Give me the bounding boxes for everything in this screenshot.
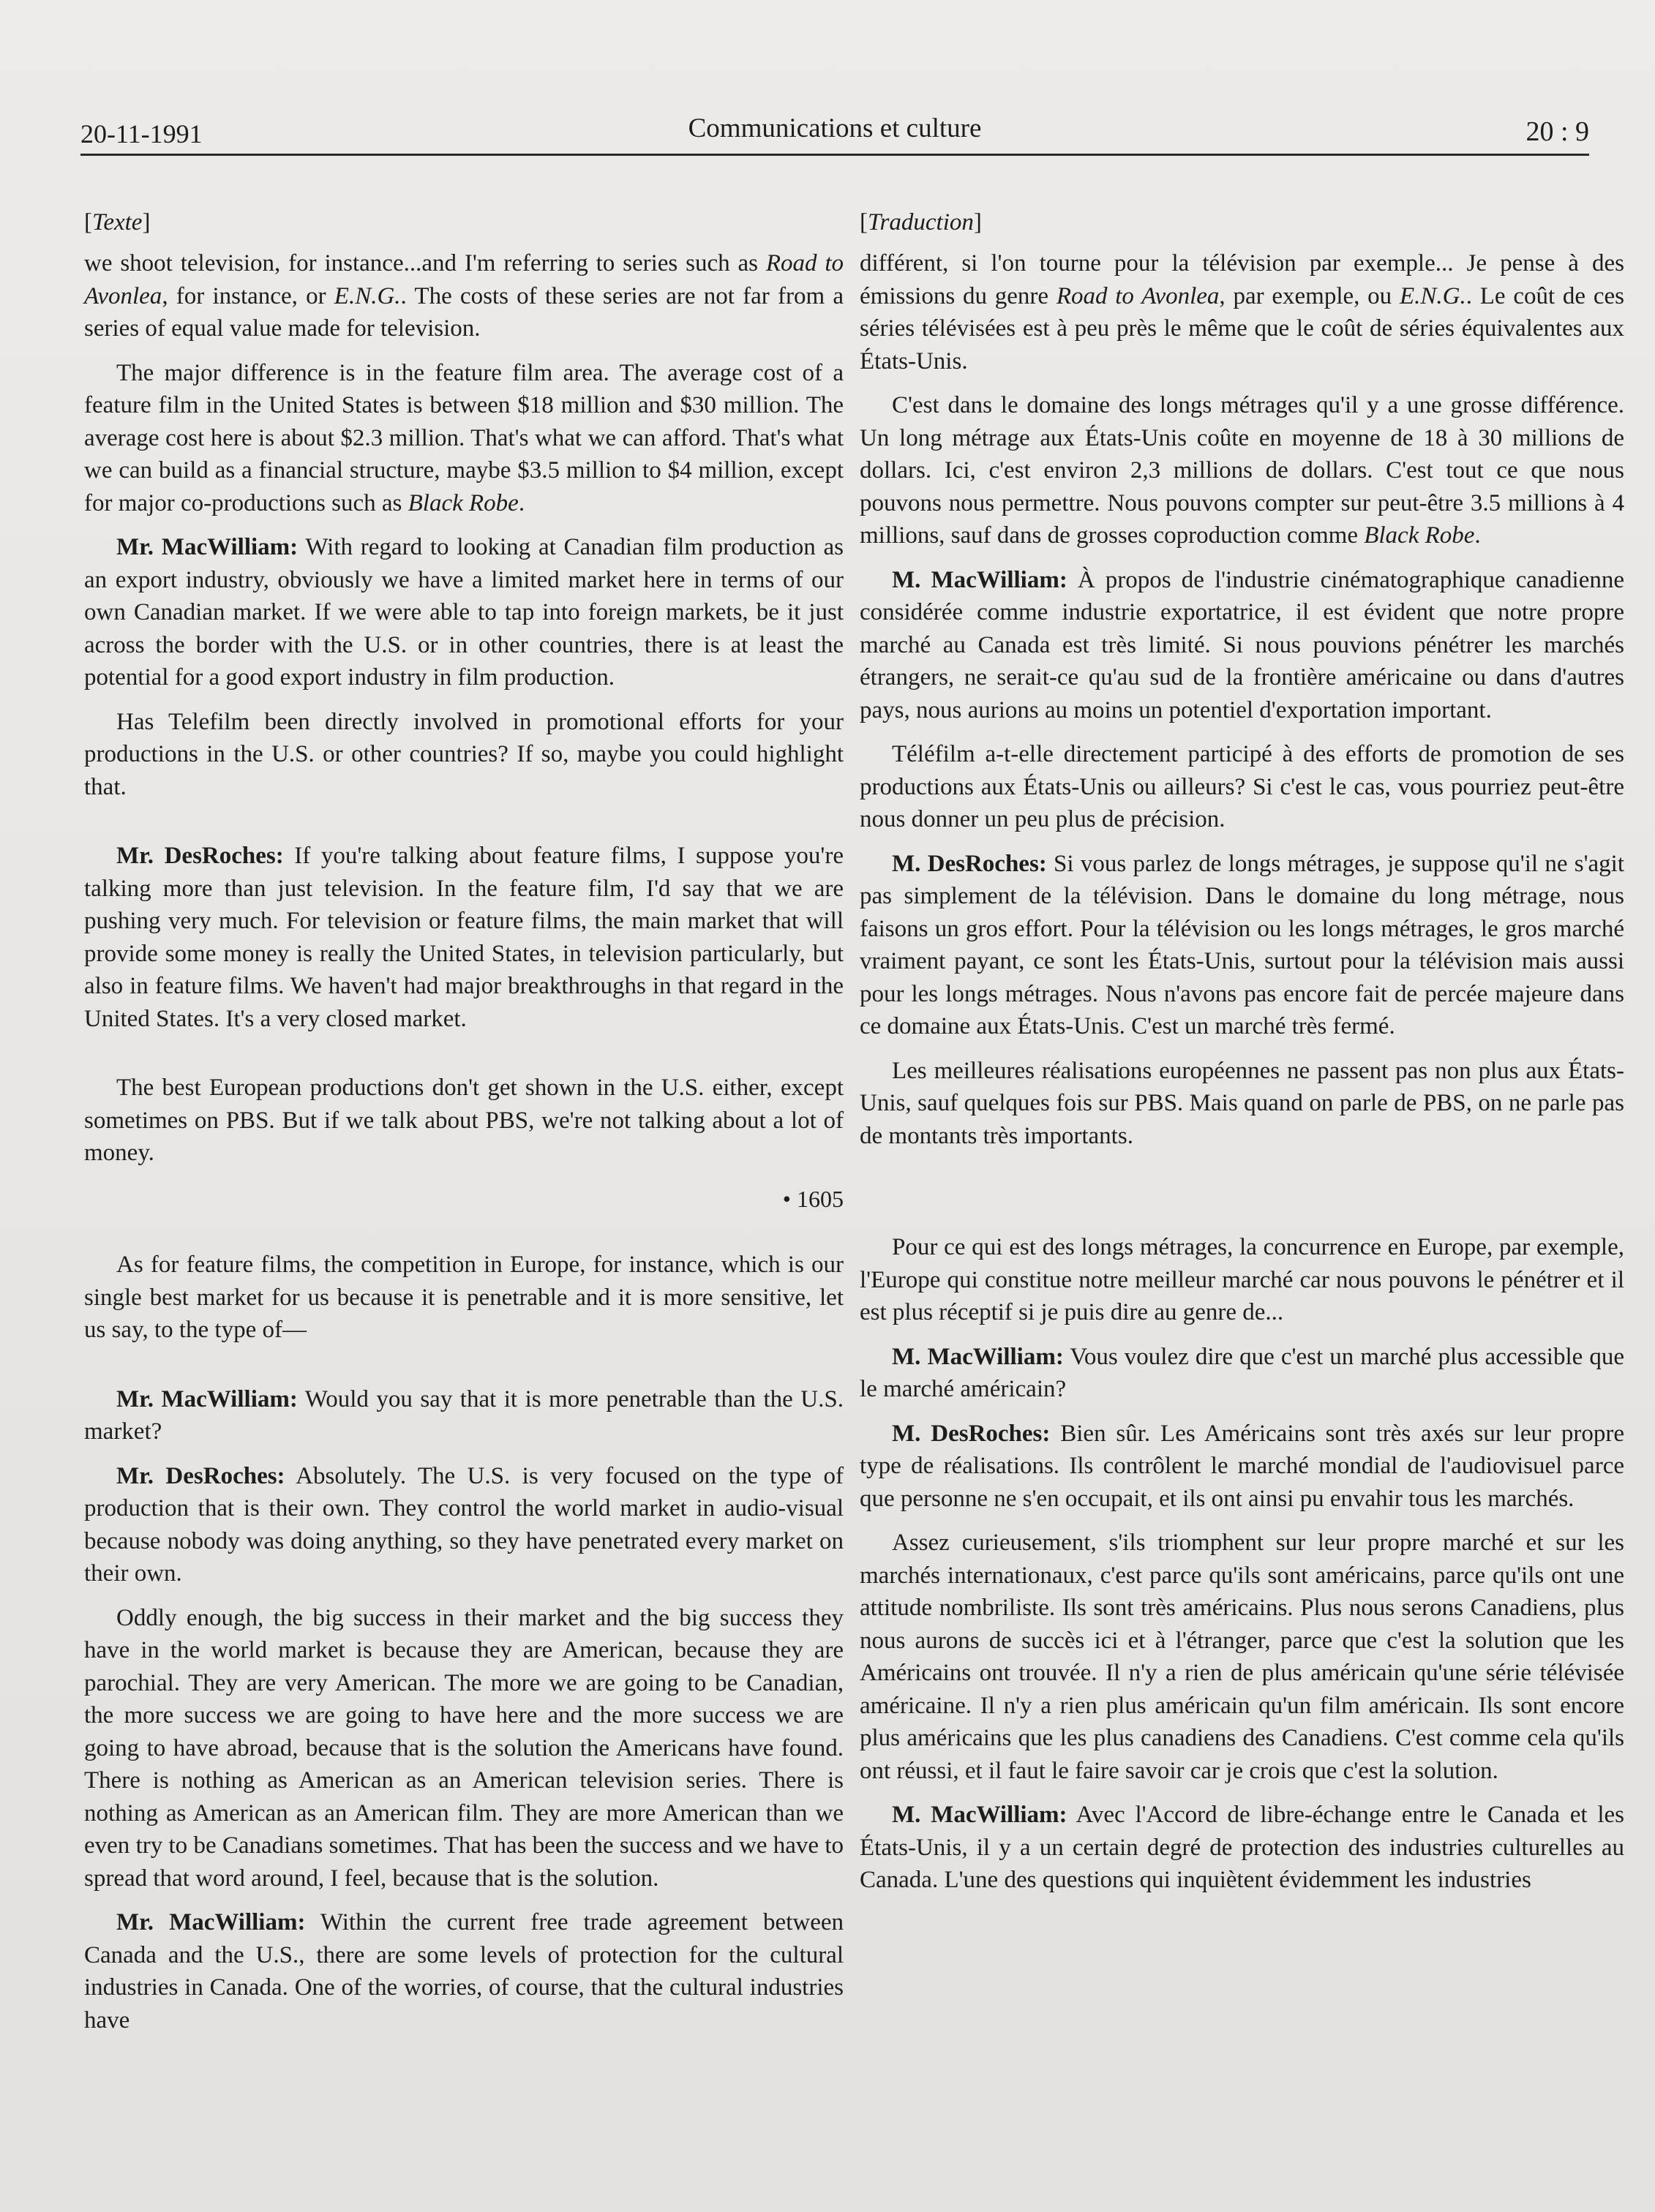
speaker-name: Mr. MacWilliam: — [116, 1385, 298, 1412]
header-title: Communications et culture — [688, 113, 982, 143]
paragraph: M. MacWilliam: À propos de l'industrie cinématographique canadienne considérée comme industrie exportatrice, il est évident que notre propre marché au Canada est très limité. Si nous pouvions pénétrer les marchés étrangers, ne serait-ce qu'au sud de la frontière américaine ou dans d'autres pays, nous aurions au moins un potentiel d'exportation important. — [860, 566, 1624, 723]
paragraph: Téléfilm a-t-elle directement participé à des efforts de promotion de ses productions aux États-Unis ou ailleurs? Si c'est le cas, vous pourriez peut-être nous donner un peu plus de précision. — [860, 741, 1624, 832]
paragraph: The best European productions don't get shown in the U.S. either, except sometimes on PBS. But if we talk about PBS, we're not talking about a lot of money. — [84, 1075, 844, 1166]
right-column — [860, 206, 1624, 1908]
paragraph: M. MacWilliam: Avec l'Accord de libre-échange entre le Canada et les États-Unis, il y a un certain degré de protection des industries culturelles au Canada. L'une des questions qui inquiètent évidemment les industries — [860, 1802, 1624, 1893]
left-column — [84, 206, 844, 2048]
speaker-name: Mr. MacWilliam: — [116, 534, 299, 560]
left-language-tag: [Texte] — [84, 209, 151, 236]
speaker-name: Mr. DesRoches: — [116, 843, 284, 869]
paragraph: we shoot television, for instance...and I'm referring to series such as Road to Avonlea, for instance, or E.N.G.. The costs of these series are not far from a series of equal value made for television. — [84, 250, 844, 342]
paragraph: M. DesRoches: Si vous parlez de longs métrages, je suppose qu'il ne s'agit pas simplement de la télévision. Dans le domaine du long métrage, nous faisons un gros effort. Pour la télévision ou les longs métrages, le gros marché vraiment payant, ce sont les États-Unis, surtout pour la télévision mais aussi pour les longs métrages. Nous n'avons pas encore fait de percée majeure dans ce domaine aux États-Unis. C'est un marché très fermé. — [860, 850, 1625, 1039]
right-language-tag: [Traduction] — [860, 209, 982, 236]
paragraph: Mr. MacWilliam: Within the current free trade agreement between Canada and the U.S., there are some levels of protection for the cultural industries in Canada. One of the worries, of course, that the cultural industries have — [84, 1909, 844, 2034]
paragraph: As for feature films, the competition in Europe, for instance, which is our single best market for us because it is penetrable and it is more sensitive, let us say, to the type of— — [84, 1252, 844, 1343]
speaker-name: M. MacWilliam: — [892, 566, 1067, 593]
paragraph: The major difference is in the feature film area. The average cost of a feature film in the United States is between $18 million and $30 million. The average cost here is about $2.3 million. That's what we can afford. That's what we can build as a financial structure, maybe $3.5 million to $4 million, except for major co-productions such as Black Robe. — [84, 359, 844, 516]
page-header — [80, 110, 1589, 156]
header-date: 20-11-1991 — [80, 119, 203, 148]
paragraph: M. DesRoches: Bien sûr. Les Américains sont très axés sur leur propre type de réalisations. Ils contrôlent le marché mondial de l'audiovisuel parce que personne ne s'en occupait, et ils ont ainsi pu envahir tous les marchés. — [860, 1420, 1625, 1512]
speaker-name: Mr. MacWilliam: — [116, 1909, 306, 1936]
speaker-name: M. DesRoches: — [892, 850, 1047, 877]
paragraph: Pour ce qui est des longs métrages, la concurrence en Europe, par exemple, l'Europe qui constitue notre meilleur marché car nous pouvons le pénétrer et il est plus réceptif si je puis dire au genre de... — [860, 1234, 1624, 1325]
speaker-name: M. MacWilliam: — [892, 1802, 1067, 1828]
paragraph: Les meilleures réalisations européennes ne passent pas non plus aux États-Unis, sauf quelques fois sur PBS. Mais quand on parle de PBS, on ne parle pas de montants très importants. — [860, 1057, 1624, 1149]
paragraph: Mr. MacWilliam: Would you say that it is more penetrable than the U.S. market? — [84, 1385, 844, 1445]
paragraph: M. MacWilliam: Vous voulez dire que c'est un marché plus accessible que le marché américain? — [860, 1343, 1624, 1402]
time-marker: • 1605 — [782, 1185, 844, 1212]
paragraph: Mr. DesRoches: If you're talking about feature films, I suppose you're talking more than just television. In the feature film, I'd say that we are pushing very much. For television or feature films, the main market that will provide some money is really the United States, in television particularly, but also in feature films. We haven't had major breakthroughs in that regard in the United States. It's a very closed market. — [84, 843, 844, 1032]
paragraph: Oddly enough, the big success in their market and the big success they have in the world market is because they are American, because they are parochial. They are very American. The more we are going to be Canadian, the more success we are going to have here and the more success we are going to have abroad, because that is the solution the Americans have found. There is nothing as American as an American television series. There is nothing as American as an American film. They are more American than we even try to be Canadians sometimes. That has been the success and we have to spread that word around, I feel, because that is the solution. — [84, 1604, 844, 1892]
speaker-name: M. DesRoches: — [892, 1420, 1051, 1447]
paragraph: Assez curieusement, s'ils triomphent sur leur propre marché et sur les marchés internationaux, c'est parce qu'ils sont américains, parce qu'ils ont une attitude nombriliste. Ils sont très américains. Plus nous serons Canadiens, plus nous aurons de succès ici et à l'étranger, parce que c'est la solution que les Américains ont trouvée. Il n'y a rien de plus américain qu'une série télévisée américaine. Il n'y a rien plus américain qu'un film américain. Ils sont encore plus américains que les plus canadiens des Canadiens. C'est comme cela qu'ils ont réussi, et il faut le faire savoir car je crois que c'est la solution. — [860, 1530, 1624, 1784]
paragraph: Mr. DesRoches: Absolutely. The U.S. is very focused on the type of production that is their own. They control the world market in audio-visual because nobody was doing anything, so they have penetrated every market on their own. — [84, 1462, 844, 1587]
paragraph: différent, si l'on tourne pour la télévision par exemple... Je pense à des émissions du genre Road to Avonlea, par exemple, ou E.N.G.. Le coût de ces séries télévisées est à peu près le même que le coût de séries équivalentes aux États-Unis. — [860, 250, 1625, 375]
paragraph: C'est dans le domaine des longs métrages qu'il y a une grosse différence. Un long métrage aux États-Unis coûte en moyenne de 18 à 30 millions de dollars. Ici, c'est environ 2,3 millions de dollars. C'est tout ce que nous pouvons nous permettre. Nous pouvons compter sur peut-être 3.5 millions à 4 millions, sauf dans de grosses coproduction comme Black Robe. — [860, 392, 1624, 549]
header-page-number: 20 : 9 — [1525, 116, 1589, 147]
speaker-name: M. MacWilliam: — [892, 1343, 1064, 1370]
speaker-name: Mr. DesRoches: — [116, 1462, 285, 1489]
paragraph: Has Telefilm been directly involved in promotional efforts for your productions in the U.S. or other countries? If so, maybe you could highlight that. — [84, 708, 844, 800]
paragraph: Mr. MacWilliam: With regard to looking at Canadian film production as an export industry, obviously we have a limited market here in terms of our own Canadian market. If we were able to tap into foreign markets, be it just across the border with the U.S. or in other countries, there is at least the potential for a good export industry in film production. — [84, 534, 844, 691]
